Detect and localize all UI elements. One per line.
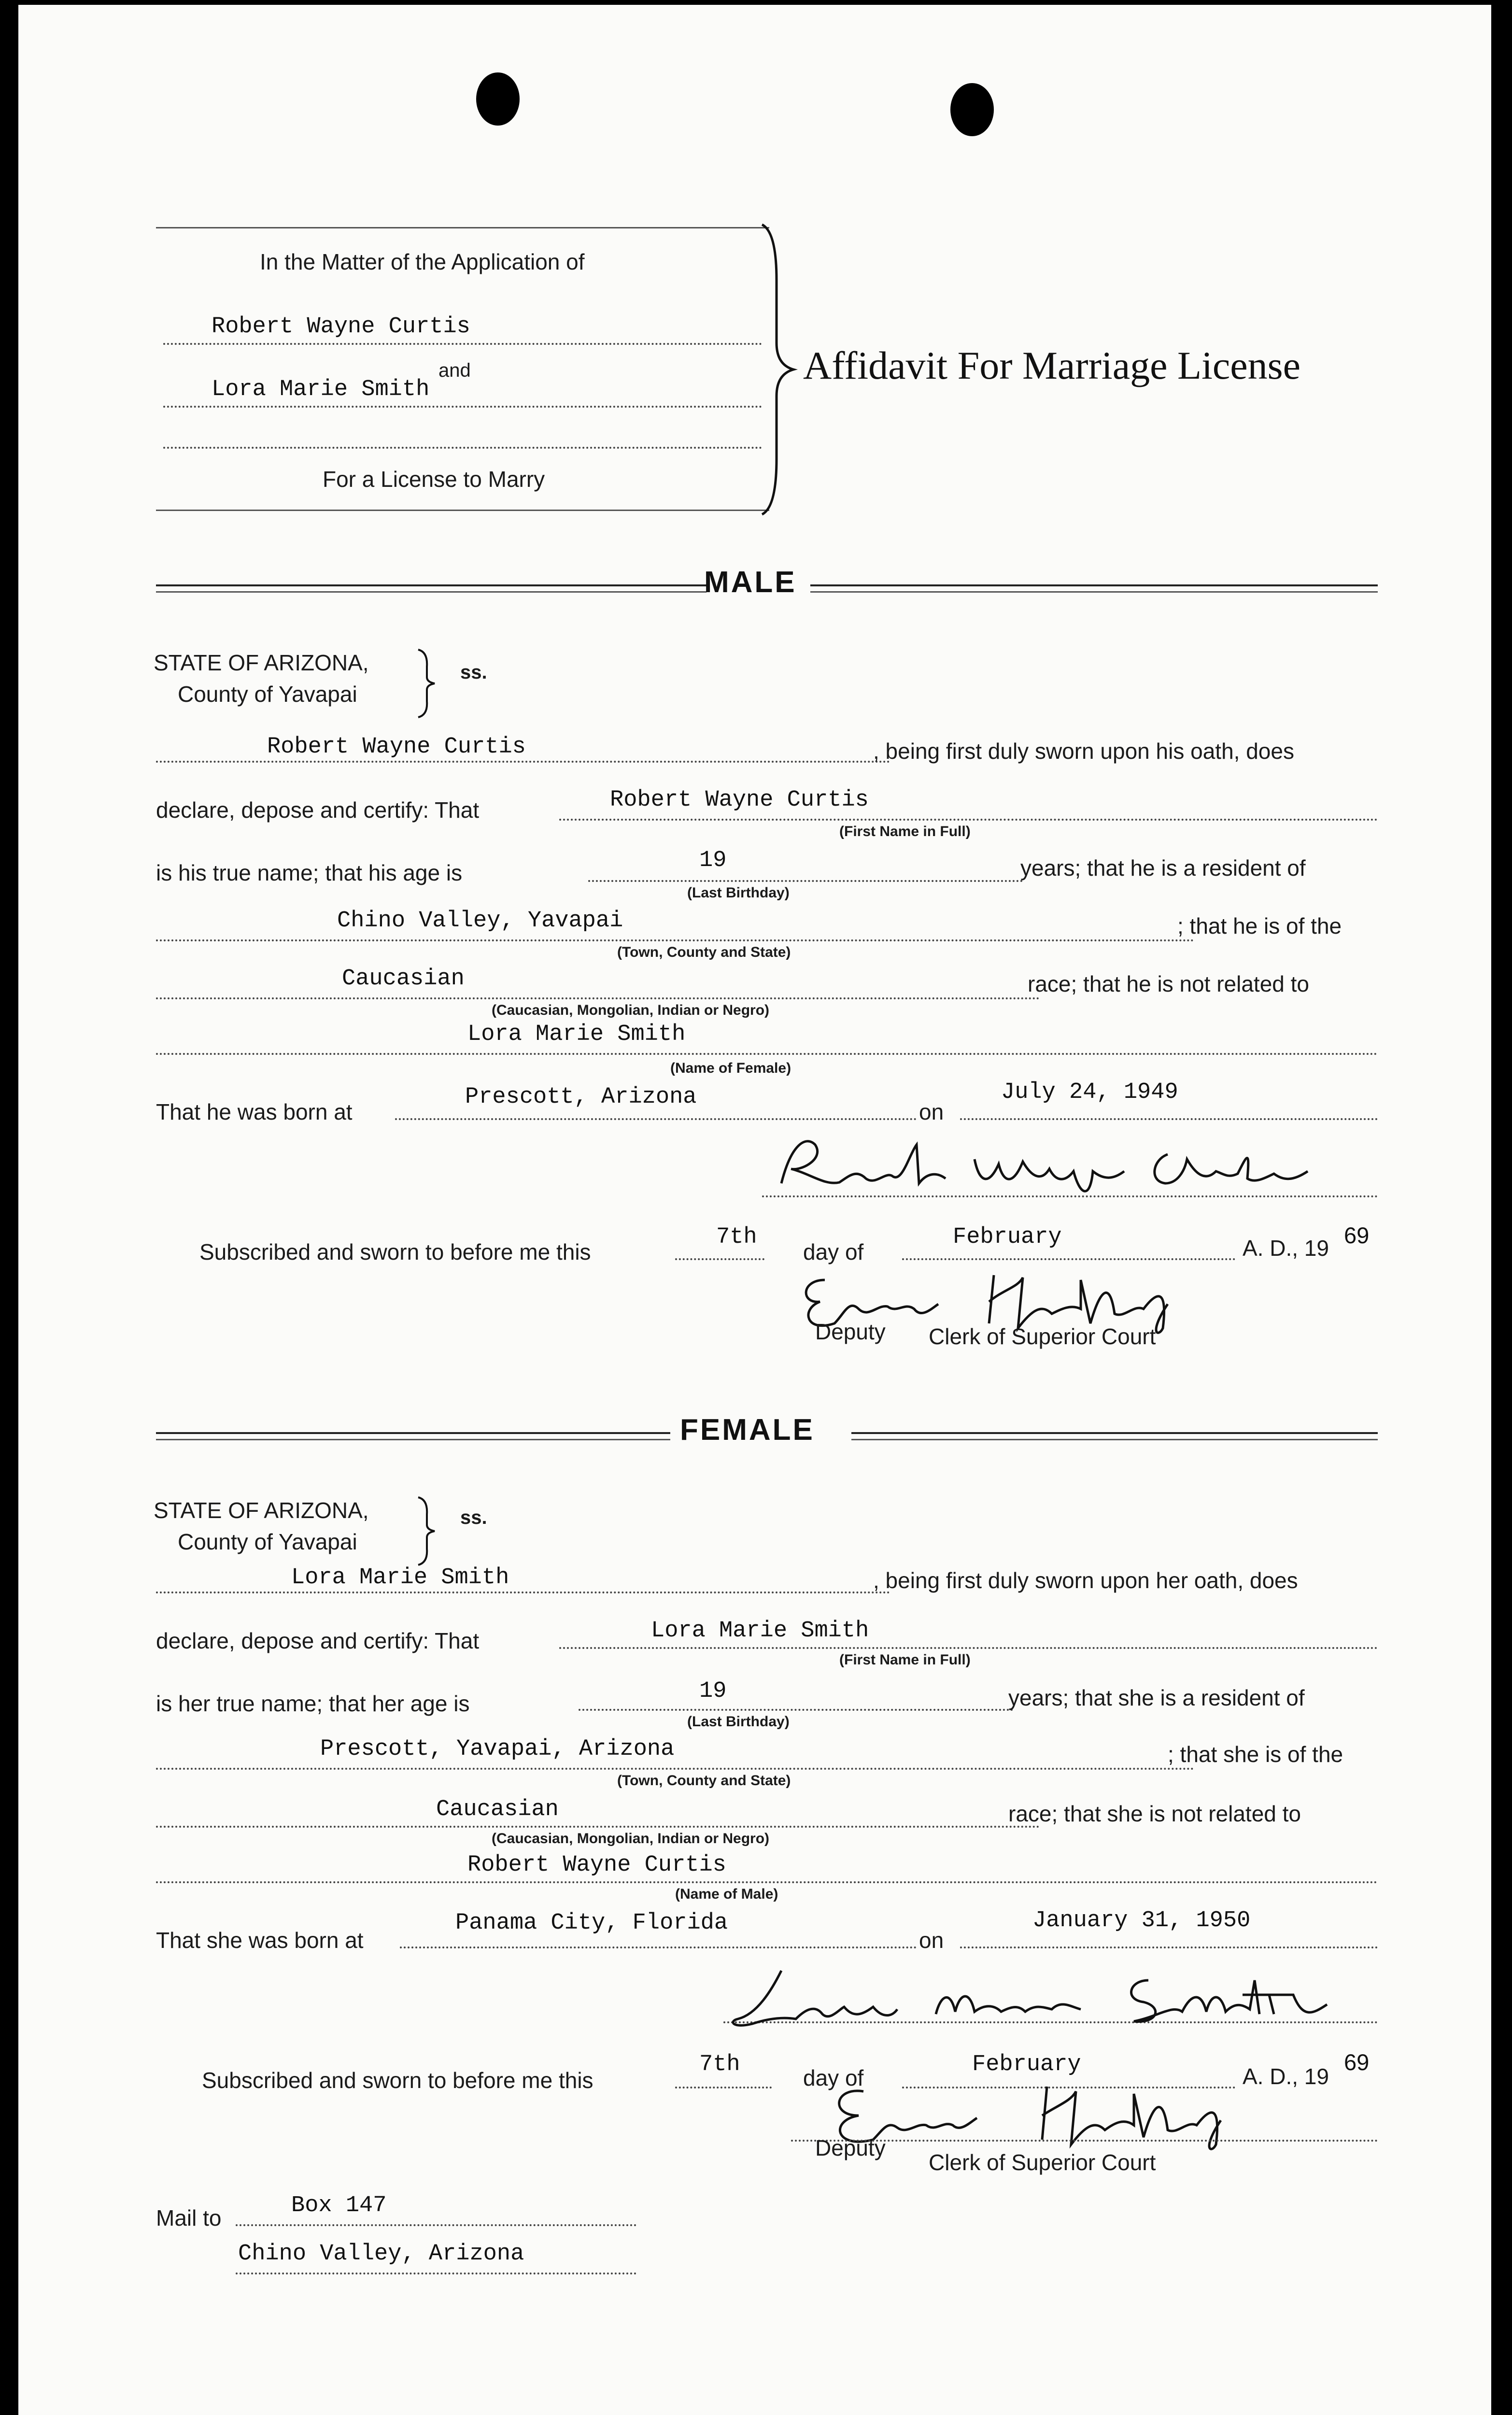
male-of-the-text: ; that he is of the xyxy=(1177,913,1342,938)
male-rule-right-2 xyxy=(810,591,1378,593)
female-birthdate: January 31, 1950 xyxy=(1032,1908,1251,1933)
male-true-name-text: is his true name; that his age is xyxy=(156,860,463,885)
female-full-name-line xyxy=(559,1647,1378,1649)
male-race: Caucasian xyxy=(342,966,465,992)
female-month: February xyxy=(972,2052,1081,2077)
applicant-1-line xyxy=(163,343,762,345)
male-full-name: Robert Wayne Curtis xyxy=(610,787,869,813)
male-residence-caption: (Town, County and State) xyxy=(617,944,791,960)
male-related-caption: (Name of Female) xyxy=(670,1060,791,1076)
male-day: 7th xyxy=(716,1224,757,1250)
female-age: 19 xyxy=(699,1678,727,1704)
female-sworn-text: , being first duly sworn upon her oath, does xyxy=(873,1568,1298,1593)
male-name-line xyxy=(156,761,890,763)
male-month-line xyxy=(902,1258,1235,1260)
female-of-the-text: ; that she is of the xyxy=(1168,1742,1343,1767)
female-related-line xyxy=(156,1881,1378,1883)
male-month: February xyxy=(953,1224,1062,1250)
male-age-caption: (Last Birthday) xyxy=(687,885,790,901)
male-ad-text: A. D., 19 xyxy=(1243,1236,1329,1261)
female-clerk-label: Clerk of Superior Court xyxy=(929,2150,1156,2175)
female-full-name-caption: (First Name in Full) xyxy=(839,1652,971,1668)
female-day-line xyxy=(675,2087,772,2088)
female-not-related-text: race; that she is not related to xyxy=(1008,1801,1301,1826)
male-rule-right xyxy=(810,584,1378,586)
female-state: STATE OF ARIZONA, xyxy=(154,1498,369,1523)
male-rule-left xyxy=(156,584,707,586)
applicant-2-name: Lora Marie Smith xyxy=(212,377,430,402)
male-age-line xyxy=(588,880,1023,882)
female-year-suffix: 69 xyxy=(1344,2049,1370,2075)
male-age: 19 xyxy=(699,848,727,873)
male-race-line xyxy=(156,997,1040,999)
male-county: County of Yavapai xyxy=(178,682,357,707)
male-venue-brace xyxy=(414,647,438,720)
female-ad-text: A. D., 19 xyxy=(1243,2064,1329,2089)
female-deputy-label: Deputy xyxy=(815,2135,886,2160)
male-residence: Chino Valley, Yavapai xyxy=(337,908,623,934)
male-state: STATE OF ARIZONA, xyxy=(154,650,369,675)
document-title: Affidavit For Marriage License xyxy=(803,343,1300,387)
female-applicant-signature xyxy=(723,1961,1351,2033)
female-county: County of Yavapai xyxy=(178,1529,357,1554)
male-on-text: on xyxy=(919,1099,944,1124)
female-true-name-text: is her true name; that her age is xyxy=(156,1691,470,1716)
female-rule-left-2 xyxy=(156,1439,670,1440)
female-resident-text: years; that she is a resident of xyxy=(1008,1685,1305,1710)
male-deputy-label: Deputy xyxy=(815,1319,886,1344)
mail-line-2 xyxy=(236,2273,636,2274)
male-birthplace: Prescott, Arizona xyxy=(465,1084,697,1110)
applicant-1-name: Robert Wayne Curtis xyxy=(212,314,470,340)
affidavit-page xyxy=(18,5,1491,2415)
male-ss: ss. xyxy=(460,662,487,683)
female-subscribed-text: Subscribed and sworn to before me this xyxy=(202,2068,593,2093)
female-race: Caucasian xyxy=(436,1797,559,1822)
male-not-related-text: race; that he is not related to xyxy=(1028,971,1310,996)
female-birthdate-line xyxy=(960,1946,1378,1948)
mail-line-1-value: Box 147 xyxy=(291,2193,387,2218)
male-clerk-label: Clerk of Superior Court xyxy=(929,1324,1156,1349)
female-rule-left xyxy=(156,1432,670,1434)
male-birthdate-line xyxy=(960,1118,1378,1120)
female-rule-right xyxy=(851,1432,1378,1434)
male-full-name-caption: (First Name in Full) xyxy=(839,824,971,839)
male-sworn-text: , being first duly sworn upon his oath, does xyxy=(873,739,1294,764)
matter-of-text: In the Matter of the Application of xyxy=(260,249,585,274)
mail-to-label: Mail to xyxy=(156,2205,222,2230)
male-full-name-line xyxy=(559,819,1378,821)
female-residence: Prescott, Yavapai, Arizona xyxy=(320,1736,675,1762)
female-day-of-text: day of xyxy=(803,2065,864,2090)
male-resident-text: years; that he is a resident of xyxy=(1020,855,1306,881)
female-residence-line xyxy=(156,1768,1194,1770)
male-born-text: That he was born at xyxy=(156,1099,353,1124)
male-heading: MALE xyxy=(704,566,797,599)
female-name-line-value: Lora Marie Smith xyxy=(291,1565,509,1591)
male-day-line xyxy=(675,1258,764,1260)
male-related-name: Lora Marie Smith xyxy=(467,1022,686,1047)
female-heading: FEMALE xyxy=(680,1413,815,1447)
mail-line-2-value: Chino Valley, Arizona xyxy=(238,2241,524,2267)
female-on-text: on xyxy=(919,1928,944,1953)
header-brace xyxy=(757,222,801,517)
female-full-name: Lora Marie Smith xyxy=(651,1618,869,1644)
female-born-text: That she was born at xyxy=(156,1928,364,1953)
female-related-name: Robert Wayne Curtis xyxy=(467,1852,726,1878)
male-birthdate: July 24, 1949 xyxy=(1001,1080,1178,1105)
male-declare-text: declare, depose and certify: That xyxy=(156,797,480,823)
female-day: 7th xyxy=(699,2052,740,2077)
male-race-caption: (Caucasian, Mongolian, Indian or Negro) xyxy=(492,1002,770,1018)
male-residence-line xyxy=(156,939,1194,941)
male-related-line xyxy=(156,1053,1378,1055)
mail-line-1 xyxy=(236,2224,636,2226)
female-race-caption: (Caucasian, Mongolian, Indian or Negro) xyxy=(492,1831,770,1847)
female-race-line xyxy=(156,1826,1040,1828)
female-ss: ss. xyxy=(460,1507,487,1528)
female-name-line xyxy=(156,1591,890,1593)
punch-hole-left xyxy=(476,72,520,126)
female-rule-right-2 xyxy=(851,1439,1378,1440)
header-top-rule xyxy=(156,227,769,228)
female-birthplace-line xyxy=(400,1946,917,1948)
female-age-line xyxy=(579,1709,1013,1711)
female-birthplace: Panama City, Florida xyxy=(455,1910,728,1936)
male-day-of-text: day of xyxy=(803,1239,864,1264)
applicant-3-line xyxy=(163,447,762,449)
female-related-caption: (Name of Male) xyxy=(675,1886,778,1902)
male-birthplace-line xyxy=(395,1118,917,1120)
punch-hole-right xyxy=(950,83,994,136)
female-declare-text: declare, depose and certify: That xyxy=(156,1628,480,1653)
male-rule-left-2 xyxy=(156,591,707,593)
applicant-2-line xyxy=(163,406,762,408)
male-applicant-signature xyxy=(772,1125,1327,1203)
header-bottom-rule xyxy=(156,510,769,511)
and-text: and xyxy=(438,360,471,381)
for-license-text: For a License to Marry xyxy=(323,467,545,492)
female-venue-brace xyxy=(414,1495,438,1567)
male-subscribed-text: Subscribed and sworn to before me this xyxy=(199,1239,591,1264)
female-age-caption: (Last Birthday) xyxy=(687,1714,790,1730)
male-year-suffix: 69 xyxy=(1344,1222,1370,1248)
female-residence-caption: (Town, County and State) xyxy=(617,1773,791,1789)
male-name-line-value: Robert Wayne Curtis xyxy=(267,734,526,760)
